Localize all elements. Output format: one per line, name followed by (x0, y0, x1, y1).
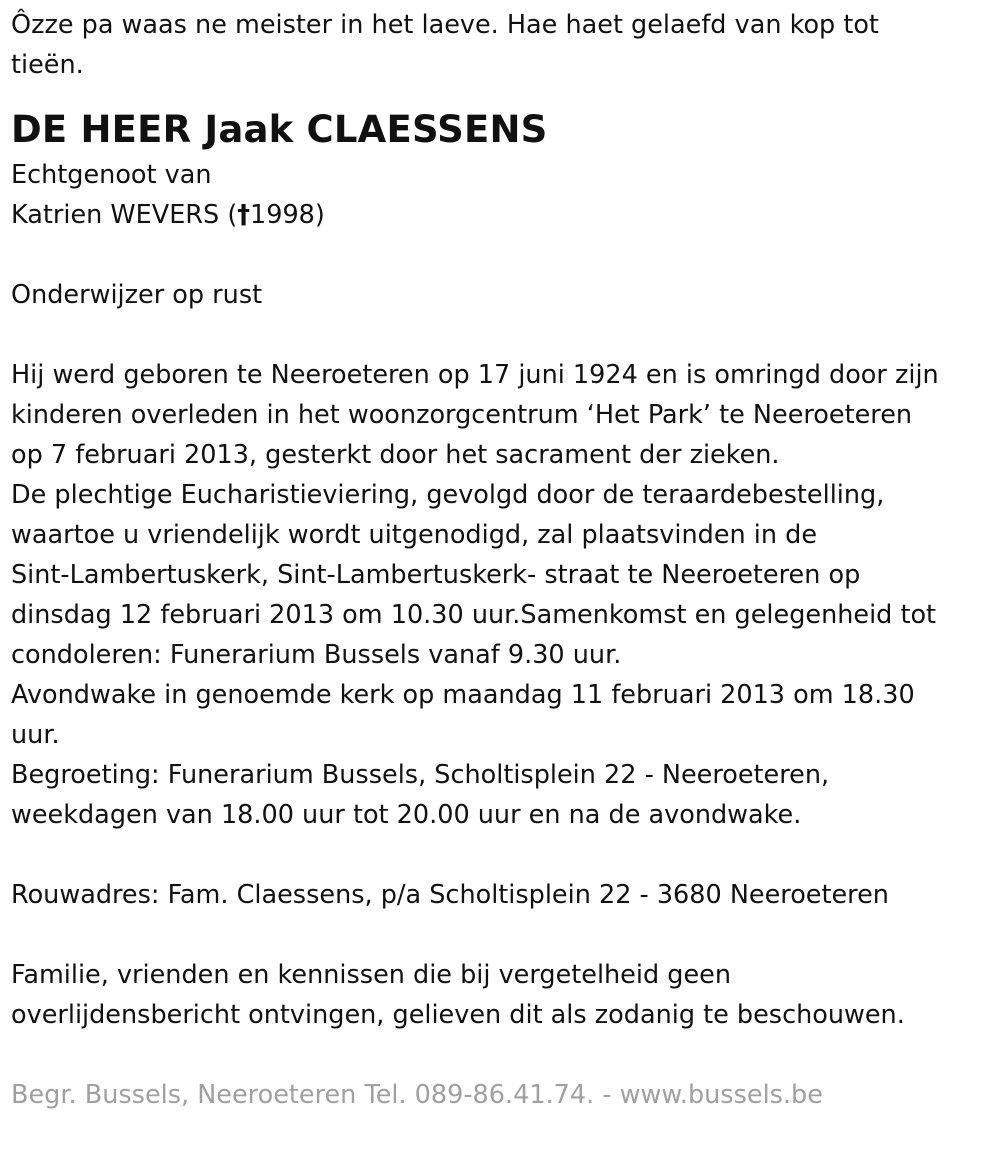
announcement-line: Avondwake in genoemde kerk op maandag 11 februari 2013 om 18.30 (11, 680, 915, 710)
notice-line-1: Familie, vrienden en kennissen die bij vergetelheid geen (11, 960, 731, 990)
mourning-address: Rouwadres: Fam. Claessens, p/a Scholtisplein 22 - 3680 Neeroeteren (11, 880, 889, 910)
announcement-line: waartoe u vriendelijk wordt uitgenodigd, zal plaatsvinden in de (11, 520, 818, 550)
announcement-line: Hij werd geboren te Neeroeteren op 17 juni 1924 en is omringd door zijn (11, 360, 939, 390)
announcement-line: weekdagen van 18.00 uur tot 20.00 uur en na de avondwake. (11, 800, 802, 830)
cross-icon: † (237, 200, 251, 230)
deceased-name: DE HEER Jaak CLAESSENS (11, 108, 548, 151)
spouse-name: Katrien WEVERS ( (11, 200, 238, 230)
announcement-line: kinderen overleden in het woonzorgcentrum ‘Het Park’ te Neeroeteren (11, 400, 913, 430)
spouse-intro: Echtgenoot van (11, 160, 212, 190)
announcement-line: condoleren: Funerarium Bussels vanaf 9.30 uur. (11, 640, 622, 670)
announcement-line: dinsdag 12 februari 2013 om 10.30 uur.Samenkomst en gelegenheid tot (11, 600, 937, 630)
announcement-line: op 7 februari 2013, gesterkt door het sacrament der zieken. (11, 440, 780, 470)
notice-line-2: overlijdensbericht ontvingen, gelieven dit als zodanig te beschouwen. (11, 1000, 905, 1030)
motto-line-1: Ôzze pa waas ne meister in het laeve. Hae haet gelaefd van kop tot (11, 10, 879, 40)
spouse-line (11, 195, 980, 235)
announcement-line: De plechtige Eucharistieviering, gevolgd door de teraardebestelling, (11, 480, 885, 510)
announcement-line: uur. (11, 720, 60, 750)
announcement-line: Sint-Lambertuskerk, Sint-Lambertuskerk- straat te Neeroeteren op (11, 560, 861, 590)
motto-line-2: tieën. (11, 50, 84, 80)
occupation: Onderwijzer op rust (11, 280, 263, 310)
announcement-body (11, 355, 980, 835)
spouse-death-year: 1998) (250, 200, 325, 230)
funeral-home-footer: Begr. Bussels, Neeroeteren Tel. 089-86.41.74. - www.bussels.be (11, 1080, 823, 1110)
notice (11, 955, 980, 1035)
motto (11, 5, 980, 85)
announcement-line: Begroeting: Funerarium Bussels, Scholtisplein 22 - Neeroeteren, (11, 760, 830, 790)
